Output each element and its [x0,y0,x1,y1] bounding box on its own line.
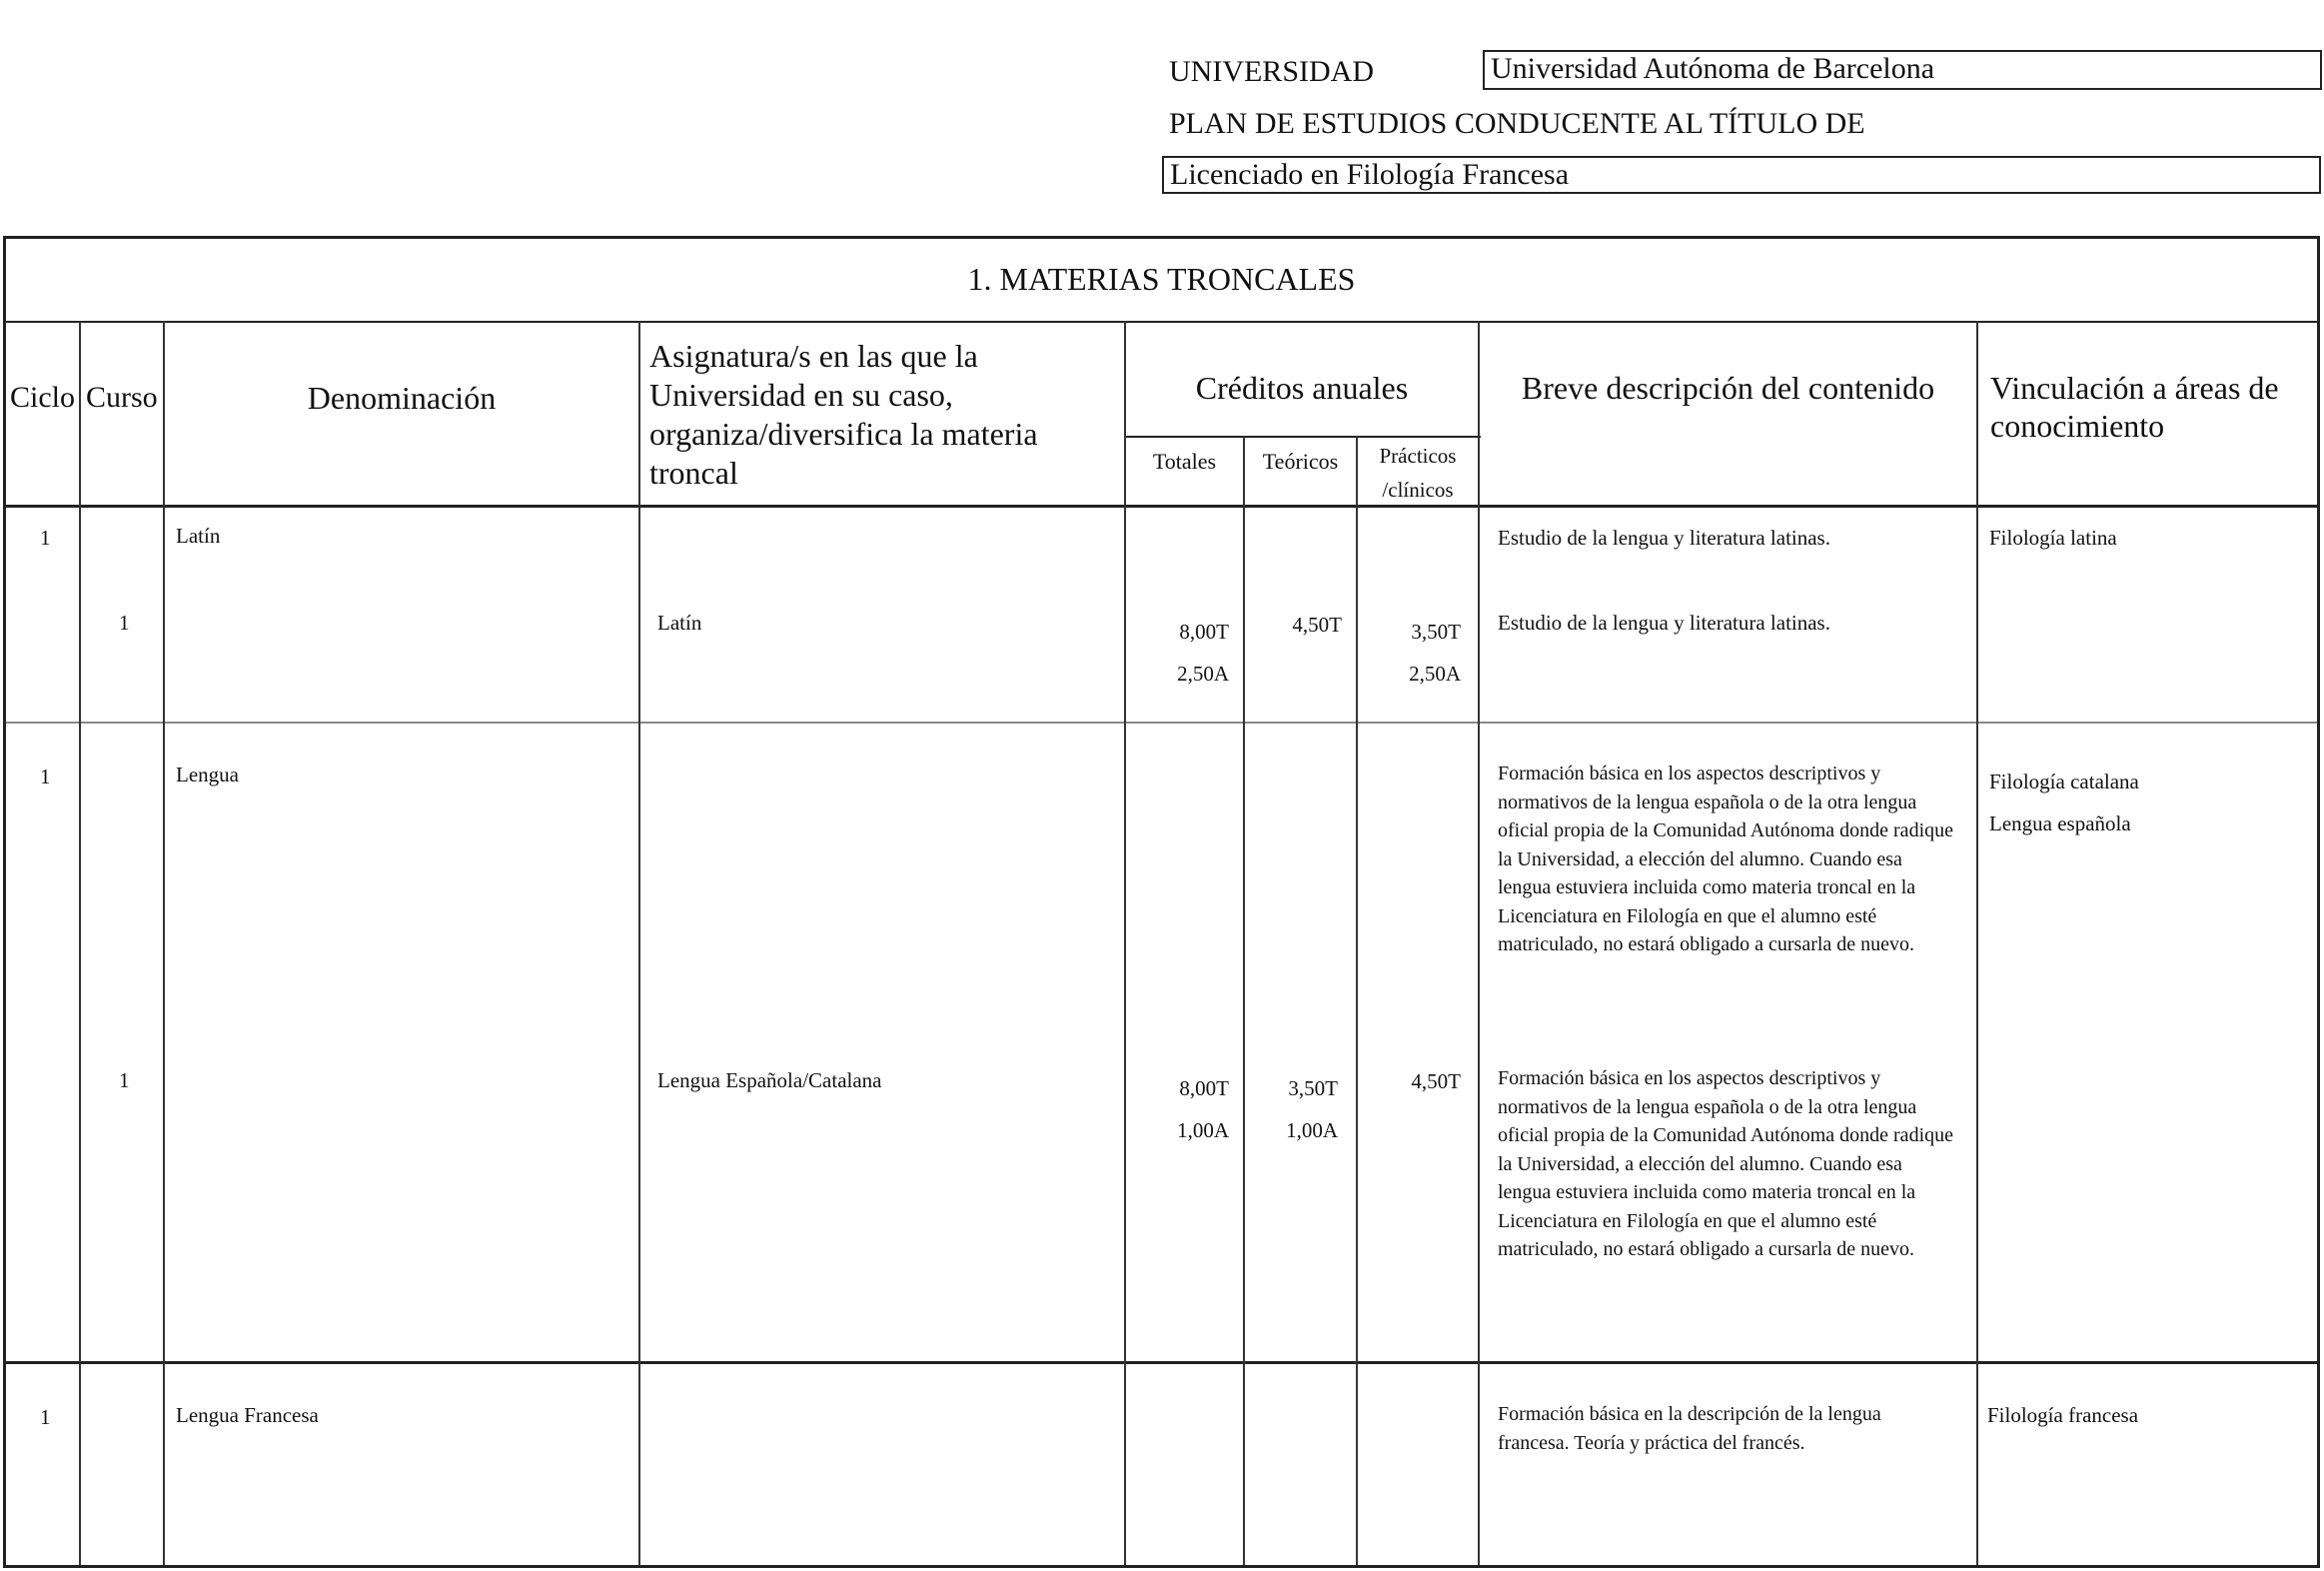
header-vinculacion: Vinculación a áreas de conocimiento [1990,370,2279,444]
materias-troncales-table [3,236,2320,1568]
lengua-practicos: 4,50T [1411,1069,1461,1093]
header-totales: Totales [1152,449,1217,474]
vline-denominacion [638,321,640,1565]
title-divider [6,321,2317,323]
titulo-value: Licenciado en Filología Francesa [1170,158,1570,191]
vline-teoricos [1356,436,1358,1565]
latin-practicos: 3,50T 2,50A [1409,620,1461,686]
vline-curso [163,321,165,1565]
latin-teoricos: 4,50T [1292,613,1342,637]
latin-asignatura: Latín [657,611,702,635]
universidad-value: Universidad Autónoma de Barcelona [1491,52,1935,85]
vline-descripcion [1976,321,1978,1565]
vline-creditos [1478,321,1480,1565]
lengua-descripcion: Formación básica en los aspectos descriptivos y normativos de la lengua española o de la otra lengua oficial propia de la Comunidad Autónoma donde radique la Universidad, a elección del alumno. Cuando esa lengua estuviera incluida como materia troncal en la Licenciatura en Filología en que el alumno esté matriculado, no estará obligado a cursarla de nuevo. [1498,763,1953,955]
lengua-areas: Filología catalana Lengua española [1989,770,2139,835]
header-ciclo: Ciclo [10,381,75,414]
header-asignaturas: Asignatura/s en las que la Universidad en su caso, organiza/diversifica la materia troncal [649,338,1038,491]
latin-curso: 1 [119,611,130,635]
vline-asignatura [1124,321,1126,1565]
francesa-descripcion: Formación básica en la descripción de la lengua francesa. Teoría y práctica del francés. [1498,1403,1881,1454]
lengua-ciclo: 1 [40,765,51,788]
lengua-asignatura: Lengua Española/Catalana [657,1068,882,1092]
latin-ciclo: 1 [40,526,51,550]
plan-label: PLAN DE ESTUDIOS CONDUCENTE AL TÍTULO DE [1169,107,1865,140]
latin-asignatura-descripcion: Estudio de la lengua y literatura latinas. [1498,611,1830,635]
row-divider-2 [6,1361,2317,1364]
universidad-label: UNIVERSIDAD [1169,55,1374,88]
creditos-sub-divider [1124,436,1481,438]
titulo-field [1162,156,2321,194]
header-practicos: Prácticos /clínicos [1379,444,1457,502]
header-creditos: Créditos anuales [1195,370,1409,406]
header-denominacion: Denominación [307,380,497,416]
latin-area: Filología latina [1989,526,2117,550]
lengua-asignatura-descripcion: Formación básica en los aspectos descriptivos y normativos de la lengua española o de la otra lengua oficial propia de la Comunidad Autónoma donde radique la Universidad, a elección del alumno. Cuando esa lengua estuviera incluida como materia troncal en la Licenciatura en Filología en que el alumno esté matriculado, no estará obligado a cursarla de nuevo. [1498,1067,1953,1260]
vline-totales [1243,436,1245,1565]
francesa-denominacion: Lengua Francesa [176,1403,319,1427]
latin-denominacion: Latín [176,524,221,548]
francesa-ciclo: 1 [40,1405,51,1429]
lengua-curso: 1 [119,1068,130,1092]
header-descripcion: Breve descripción del contenido [1521,370,1935,406]
row-divider-1 [6,722,2317,724]
universidad-field [1483,50,2322,90]
lengua-teoricos: 3,50T 1,00A [1286,1076,1338,1142]
header-divider [6,505,2317,508]
vline-ciclo [79,321,81,1565]
header-curso: Curso [86,381,158,414]
lengua-denominacion: Lengua [176,763,239,786]
latin-totales: 8,00T 2,50A [1177,620,1229,686]
latin-descripcion: Estudio de la lengua y literatura latinas. [1498,526,1830,550]
francesa-area: Filología francesa [1987,1403,2139,1427]
lengua-totales: 8,00T 1,00A [1177,1076,1229,1142]
table-title: 1. MATERIAS TRONCALES [967,261,1356,297]
header-teoricos: Teóricos [1262,449,1339,474]
